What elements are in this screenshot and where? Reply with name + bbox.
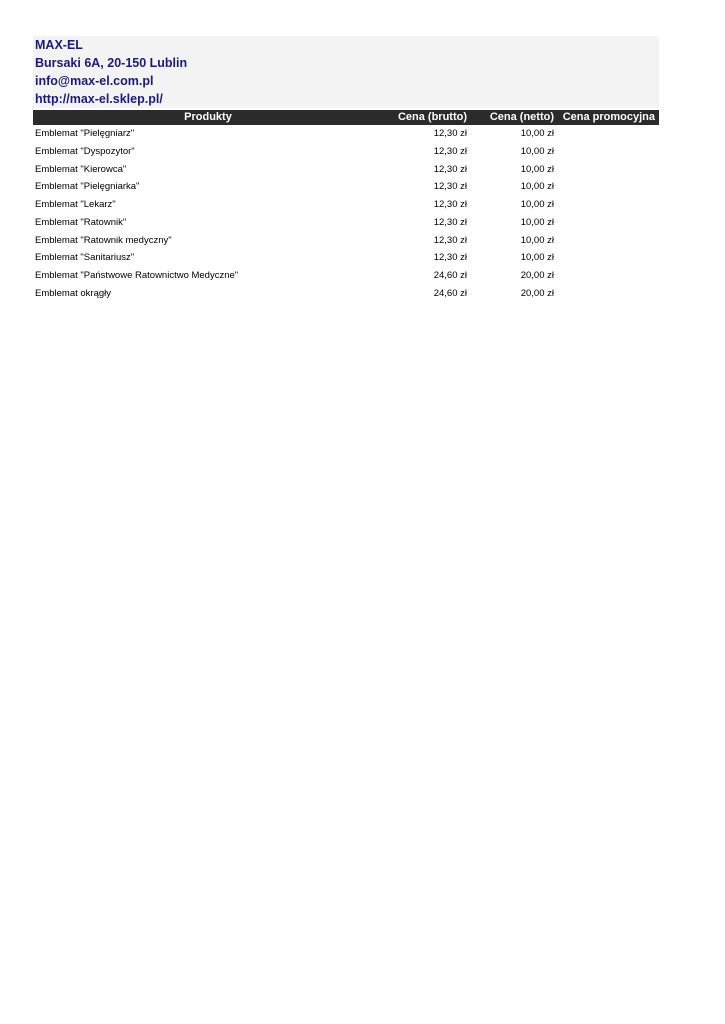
header-price-gross: Cena (brutto) <box>383 110 471 125</box>
price-promo <box>558 232 659 250</box>
price-promo <box>558 125 659 143</box>
company-address: Bursaki 6A, 20-150 Lublin <box>33 54 659 72</box>
table-row <box>33 232 659 250</box>
product-name: Emblemat "Ratownik" <box>35 216 127 228</box>
table-row <box>33 178 659 196</box>
product-name: Emblemat "Pielęgniarz" <box>35 128 135 139</box>
product-name: Emblemat "Kierowca" <box>35 163 127 175</box>
price-gross: 12,30 zł <box>433 181 467 193</box>
price-net: 20,00 zł <box>520 270 554 281</box>
price-net: 10,00 zł <box>520 128 554 139</box>
price-gross: 12,30 zł <box>433 252 467 264</box>
header-price-promo: Cena promocyjna <box>558 110 659 125</box>
price-gross: 12,30 zł <box>433 128 467 139</box>
product-name: Emblemat "Sanitariusz" <box>35 252 135 264</box>
table-row <box>33 196 659 214</box>
product-name: Emblemat "Ratownik medyczny" <box>35 234 172 246</box>
product-name: Emblemat "Państwowe Ratownictwo Medyczne" <box>35 270 239 281</box>
price-promo <box>558 285 659 303</box>
price-promo <box>558 267 659 285</box>
product-name: Emblemat "Pielęgniarka" <box>35 181 140 193</box>
company-website: http://max-el.sklep.pl/ <box>33 90 659 108</box>
price-table-header <box>33 110 659 125</box>
price-net: 10,00 zł <box>520 181 554 193</box>
table-row <box>33 249 659 267</box>
price-gross: 12,30 zł <box>433 199 467 210</box>
price-net: 10,00 zł <box>520 145 554 157</box>
price-gross: 12,30 zł <box>433 163 467 175</box>
price-net: 20,00 zł <box>520 287 554 299</box>
price-promo <box>558 178 659 196</box>
price-table-body <box>33 125 659 303</box>
table-row <box>33 125 659 143</box>
price-net: 10,00 zł <box>520 216 554 228</box>
price-promo <box>558 214 659 232</box>
price-net: 10,00 zł <box>520 199 554 210</box>
price-gross: 24,60 zł <box>433 287 467 299</box>
price-promo <box>558 143 659 161</box>
price-table <box>33 110 659 303</box>
company-email: info@max-el.com.pl <box>33 72 659 90</box>
price-promo <box>558 196 659 214</box>
price-promo <box>558 249 659 267</box>
table-row <box>33 161 659 179</box>
header-row <box>33 110 659 125</box>
price-net: 10,00 zł <box>520 252 554 264</box>
product-name: Emblemat okrągły <box>35 287 112 299</box>
product-name: Emblemat "Lekarz" <box>35 199 116 210</box>
table-row <box>33 285 659 303</box>
table-row <box>33 214 659 232</box>
price-gross: 12,30 zł <box>433 234 467 246</box>
price-net: 10,00 zł <box>520 234 554 246</box>
company-name: MAX-EL <box>33 36 659 54</box>
table-row <box>33 267 659 285</box>
table-row <box>33 143 659 161</box>
price-gross: 24,60 zł <box>433 270 467 281</box>
price-net: 10,00 zł <box>520 163 554 175</box>
header-product: Produkty <box>33 110 383 125</box>
price-gross: 12,30 zł <box>433 145 467 157</box>
price-list-sheet <box>33 36 659 303</box>
header-price-net: Cena (netto) <box>471 110 558 125</box>
product-name: Emblemat "Dyspozytor" <box>35 145 135 157</box>
price-gross: 12,30 zł <box>433 216 467 228</box>
price-promo <box>558 161 659 179</box>
